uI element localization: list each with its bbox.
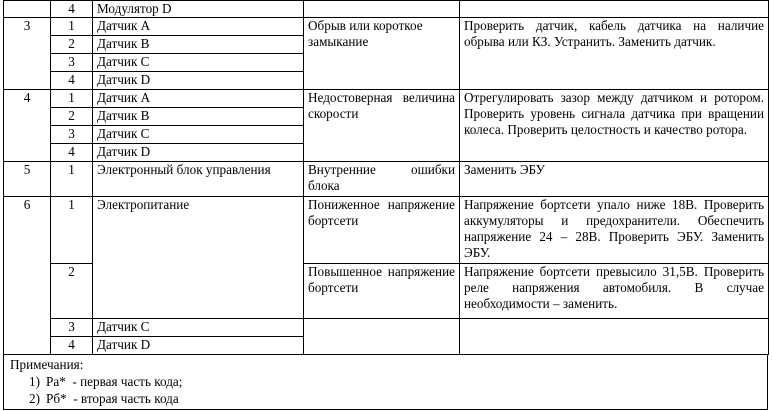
component-cell: Датчик C bbox=[93, 319, 304, 337]
fault-cell bbox=[304, 1, 460, 18]
subcode-cell: 1 bbox=[51, 162, 93, 197]
table-row bbox=[4, 319, 769, 337]
code-cell: 3 bbox=[4, 18, 51, 90]
notes-title: Примечания: bbox=[10, 357, 84, 372]
subcode-cell: 4 bbox=[51, 337, 93, 355]
note-text: Pб* - вторая часть кода bbox=[46, 391, 179, 406]
subcode-cell: 2 bbox=[51, 264, 93, 319]
subcode-cell: 4 bbox=[51, 72, 93, 90]
component-cell: Электропитание bbox=[93, 197, 304, 319]
action-cell: Напряжение бортсети упало ниже 18В. Проверить аккумуляторы и предохранители. Обеспечить напряжение 24 – 28В. Проверить ЭБУ. Заменить ЭБУ. bbox=[460, 197, 769, 264]
component-cell: Электронный блок управления bbox=[93, 162, 304, 197]
action-cell bbox=[460, 319, 769, 355]
notes-section bbox=[3, 354, 768, 410]
note-item bbox=[10, 390, 761, 407]
subcode-cell: 3 bbox=[51, 126, 93, 144]
table-row bbox=[4, 90, 769, 108]
component-cell: Датчик A bbox=[93, 90, 304, 108]
code-cell bbox=[4, 1, 51, 18]
fault-cell: Недостоверная величина скорости bbox=[304, 90, 460, 162]
action-cell: Отрегулировать зазор между датчиком и ротором. Проверить уровень сигнала датчика при вращении колеса. Проверить целостность и качество ротора. bbox=[460, 90, 769, 162]
action-cell: Проверить датчик, кабель датчика на наличие обрыва или КЗ. Устранить. Заменить датчик. bbox=[460, 18, 769, 90]
code-cell: 4 bbox=[4, 90, 51, 162]
component-cell: Датчик D bbox=[93, 72, 304, 90]
fault-cell: Повышенное напряжение бортсети bbox=[304, 264, 460, 319]
component-cell: Модулятор D bbox=[93, 1, 304, 18]
subcode-cell: 3 bbox=[51, 54, 93, 72]
subcode-cell: 1 bbox=[51, 18, 93, 36]
fault-cell: Обрыв или короткое замыкание bbox=[304, 18, 460, 90]
note-number: 1) bbox=[29, 374, 40, 389]
action-cell: Заменить ЭБУ bbox=[460, 162, 769, 197]
component-cell: Датчик D bbox=[93, 337, 304, 355]
fault-cell: Внутренние ошибки блока bbox=[304, 162, 460, 197]
fault-cell: Пониженное напряжение бортсети bbox=[304, 197, 460, 264]
subcode-cell: 4 bbox=[51, 1, 93, 18]
action-cell bbox=[460, 1, 769, 18]
component-cell: Датчик B bbox=[93, 36, 304, 54]
component-cell: Датчик C bbox=[93, 54, 304, 72]
table-row bbox=[4, 1, 769, 18]
component-cell: Датчик A bbox=[93, 18, 304, 36]
subcode-cell: 2 bbox=[51, 36, 93, 54]
note-number: 2) bbox=[29, 391, 40, 406]
table-row bbox=[4, 162, 769, 197]
subcode-cell: 2 bbox=[51, 108, 93, 126]
action-cell: Напряжение бортсети превысило 31,5В. Проверить реле напряжения автомобиля. В случае необходимости – заменить. bbox=[460, 264, 769, 319]
note-item bbox=[10, 373, 761, 390]
table-row bbox=[4, 18, 769, 36]
note-text: Pa* - первая часть кода; bbox=[46, 374, 183, 389]
code-cell: 5 bbox=[4, 162, 51, 197]
component-cell: Датчик D bbox=[93, 144, 304, 162]
subcode-cell: 1 bbox=[51, 90, 93, 108]
fault-cell bbox=[304, 319, 460, 355]
diagnostic-code-table bbox=[3, 0, 769, 355]
subcode-cell: 1 bbox=[51, 197, 93, 264]
table-row bbox=[4, 197, 769, 264]
subcode-cell: 3 bbox=[51, 319, 93, 337]
code-cell: 6 bbox=[4, 197, 51, 355]
subcode-cell: 4 bbox=[51, 144, 93, 162]
component-cell: Датчик C bbox=[93, 126, 304, 144]
component-cell: Датчик B bbox=[93, 108, 304, 126]
